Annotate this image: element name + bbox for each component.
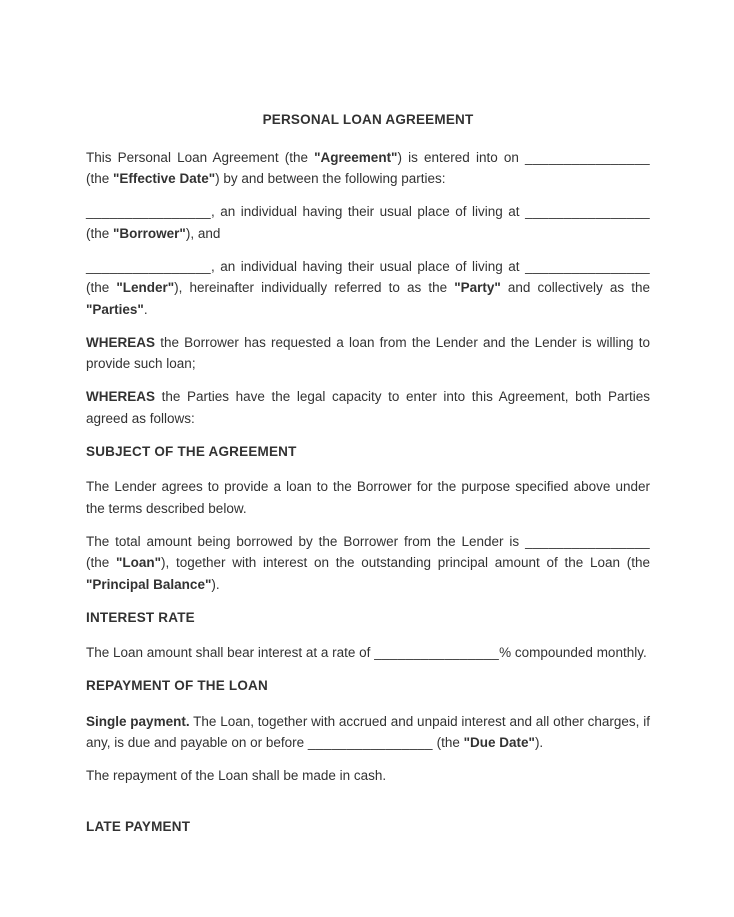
bold-text: "Parties" (86, 301, 144, 317)
text: . (143, 301, 148, 317)
text: The Loan amount shall bear interest at a rate of (86, 645, 375, 660)
text: INTEREST RATE (86, 609, 195, 625)
paragraph (86, 256, 650, 321)
section-heading (86, 607, 650, 629)
paragraph (86, 332, 650, 375)
paragraph (86, 147, 650, 190)
text: ), together with interest on the outstanding principal amount of the Loan (the (161, 555, 650, 570)
document-title: PERSONAL LOAN AGREEMENT (262, 112, 474, 127)
bold-text: "Party" (454, 280, 501, 295)
blank-field: ________________ (525, 258, 650, 274)
text: (the (86, 555, 116, 570)
text: , an individual having their usual place of living at (210, 258, 526, 274)
bold-text: "Effective Date" (113, 171, 216, 186)
text: ). (534, 735, 544, 750)
section-heading (86, 441, 650, 463)
text: the Borrower has requested a loan from the Lender and the Lender is willing to provide such loan; (86, 334, 650, 371)
text: ). (211, 576, 220, 592)
bold-text: "Agreement" (314, 149, 398, 165)
blank-field: ________________ (525, 204, 650, 219)
text: and collectively as the (500, 280, 650, 295)
text: , an individual having their usual place of living at (210, 204, 526, 219)
section-heading (86, 675, 650, 697)
text: ), and (185, 225, 221, 241)
text: (the (86, 225, 114, 241)
text: LATE PAYMENT (86, 818, 191, 834)
text: This Personal Loan Agreement (the (86, 149, 315, 165)
blank-field: ________________ (86, 258, 211, 274)
paragraph (86, 642, 650, 664)
text: (the (86, 171, 114, 186)
text: (the (432, 735, 464, 750)
text: The Loan, together with accrued and unpaid interest and all other charges, if any, is due and payable on or before (86, 713, 650, 750)
bold-text: "Lender" (116, 280, 175, 295)
bold-text: "Due Date" (463, 735, 535, 750)
bold-text: "Principal Balance" (86, 576, 212, 592)
paragraph (86, 386, 650, 429)
bold-text: Single payment. (86, 713, 190, 729)
text: ) by and between the following parties: (215, 171, 446, 186)
text: (the (86, 280, 117, 295)
bold-text: "Borrower" (113, 225, 186, 241)
blank-field: ________________ (525, 149, 650, 165)
bold-text: WHEREAS (86, 334, 156, 350)
text: ), hereinafter individually referred to as the (174, 280, 455, 295)
text: The repayment of the Loan shall be made in cash. (86, 768, 387, 783)
section-heading (86, 816, 650, 838)
document-body (86, 147, 650, 838)
paragraph (86, 201, 650, 244)
blank-field: ________________ (374, 645, 500, 660)
paragraph (86, 711, 650, 754)
paragraph (86, 765, 650, 787)
blank-field: ________________ (525, 533, 650, 549)
paragraph (86, 531, 650, 596)
text: the Parties have the legal capacity to enter into this Agreement, both Parties agreed as follows: (86, 389, 650, 426)
blank-field: ________________ (86, 204, 211, 219)
bold-text: "Loan" (115, 555, 162, 570)
text: REPAYMENT OF THE LOAN (86, 678, 268, 693)
text: The total amount being borrowed by the Borrower from the Lender is (86, 533, 526, 549)
text: ) is entered into on (397, 149, 526, 165)
blank-field: ________________ (307, 735, 433, 750)
bold-text: WHEREAS (86, 389, 156, 404)
text: % compounded monthly. (499, 645, 647, 660)
text: The Lender agrees to provide a loan to the Borrower for the purpose specified above under the terms described below. (86, 479, 650, 516)
paragraph (86, 476, 650, 519)
text: SUBJECT OF THE AGREEMENT (86, 443, 297, 459)
